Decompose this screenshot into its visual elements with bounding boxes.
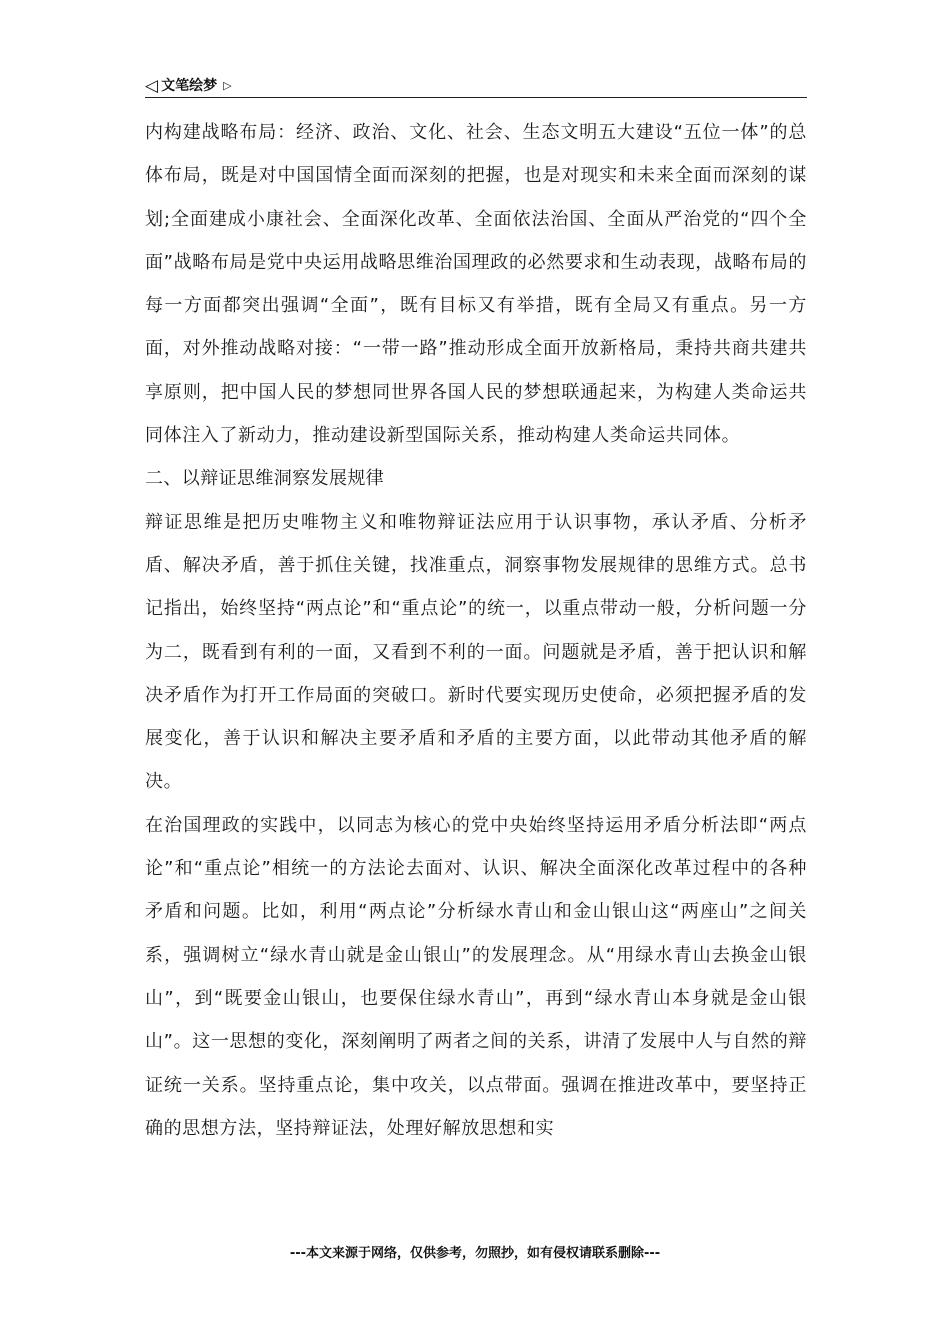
page-header [145,74,807,98]
header-brand: 文笔绘梦 [161,78,218,94]
paragraph-strategic-layout: 内构建战略布局：经济、政治、文化、社会、生态文明五大建设“五位一体”的总体布局，既是对中国国情全面而深刻的把握，也是对现实和未来全面而深刻的谋划;全面建成小康社会、全面深化改革、全面依法治国、全面从严治党的“四个全面”战略布局是党中央运用战略思维治国理政的必然要求和生动表现，战略布局的每一方面都突出强调“全面”，既有目标又有举措，既有全局又有重点。另一方面，对外推动战略对接：“一带一路”推动形成全面开放新格局，秉持共商共建共享原则，把中国人民的梦想同世界各国人民的梦想联通起来，为构建人类命运共同体注入了新动力，推动建设新型国际关系，推动构建人类命运共同体。 [145,122,807,447]
paragraph-governance-practice: 在治国理政的实践中，以同志为核心的党中央始终坚持运用矛盾分析法即“两点论”和“重点论”相统一的方法论去面对、认识、解决全面深化改革过程中的各种矛盾和问题。比如，利用“两点论”分析绿水青山和金山银山这“两座山”之间关系，强调树立“绿水青山就是金山银山”的发展理念。从“用绿水青山去换金山银山”，到“既要金山银山，也要保住绿水青山”，再到“绿水青山本身就是金山银山”。这一思想的变化，深刻阐明了两者之间的关系，讲清了发展中人与自然的辩证统一关系。坚持重点论，集中攻关，以点带面。强调在推进改革中，要坚持正确的思想方法，坚持辩证法，处理好解放思想和实 [145,814,807,1139]
document-body [145,111,807,1150]
triangle-left-icon: ◁ [145,76,159,96]
page-footer: ---本文来源于网络，仅供参考，勿照抄，如有侵权请联系删除--- [289,1246,661,1261]
header-rule [145,97,807,98]
triangle-right-icon: ▷ [223,79,232,92]
paragraph-dialectical-thinking: 辩证思维是把历史唯物主义和唯物辩证法应用于认识事物，承认矛盾、分析矛盾、解决矛盾，善于抓住关键，找准重点，洞察事物发展规律的思维方式。总书记指出，始终坚持“两点论”和“重点论”的统一，以重点带动一般，分析问题一分为二，既看到有利的一面，又看到不利的一面。问题就是矛盾，善于把认识和解决矛盾作为打开工作局面的突破口。新时代要实现历史使命，必须把握矛盾的发展变化，善于认识和解决主要矛盾和矛盾的主要方面，以此带动其他矛盾的解决。 [145,511,807,793]
section-heading: 二、以辩证思维洞察发展规律 [145,468,385,490]
